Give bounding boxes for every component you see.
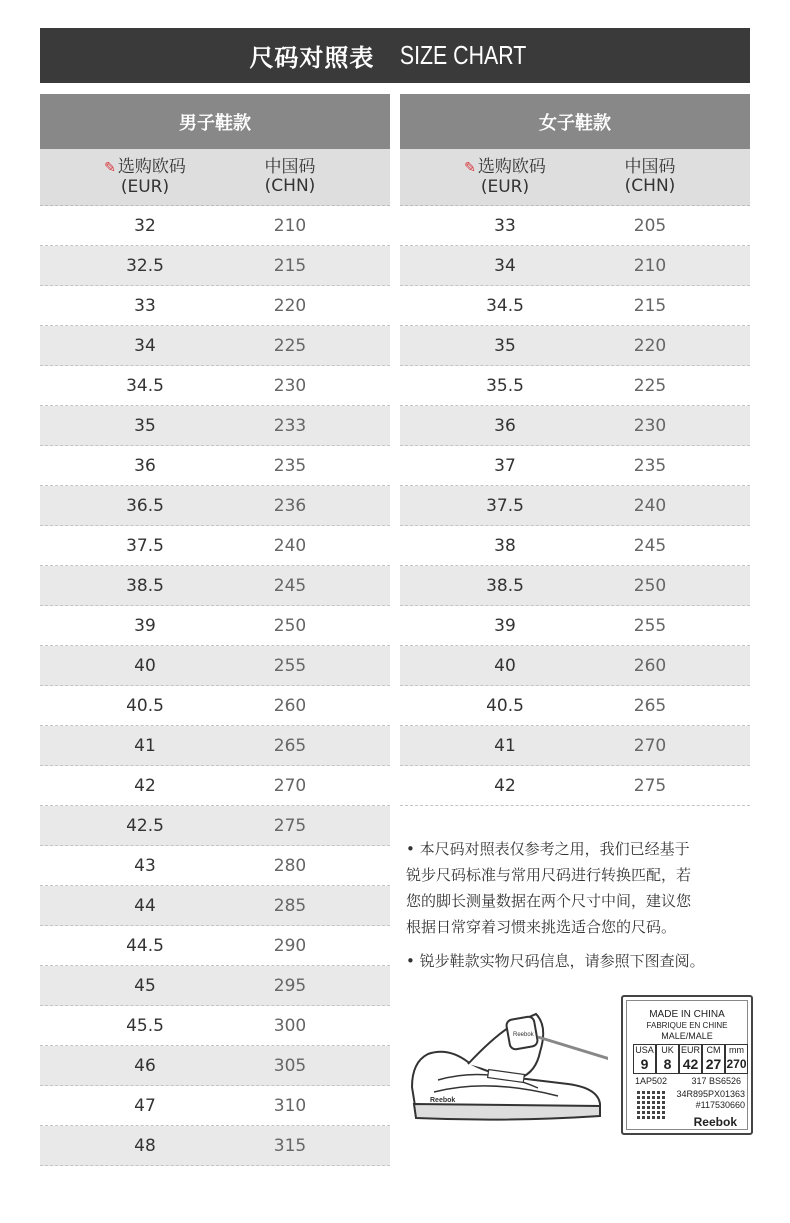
table-row xyxy=(40,886,390,926)
table-row xyxy=(40,486,390,526)
chn-size: 230 xyxy=(273,375,307,396)
chn-size: 245 xyxy=(273,575,307,596)
men-col-chn-sub: (CHN) xyxy=(264,176,316,196)
women-col-chn-label: 中国码 xyxy=(624,157,676,177)
women-col-eur xyxy=(400,149,610,205)
men-size-table xyxy=(40,94,390,1166)
chn-size: 255 xyxy=(633,615,667,636)
chn-size: 250 xyxy=(273,615,307,636)
eur-size: 36.5 xyxy=(126,495,164,516)
eur-size: 40 xyxy=(134,655,156,676)
chn-size: 280 xyxy=(273,855,307,876)
eur-size: 33 xyxy=(134,295,156,316)
page-title xyxy=(40,28,750,83)
chn-size: 285 xyxy=(273,895,307,916)
table-row xyxy=(400,206,750,246)
table-row xyxy=(40,366,390,406)
table-row xyxy=(400,326,750,366)
table-row xyxy=(40,966,390,1006)
chn-size: 270 xyxy=(633,735,667,756)
eur-size: 35.5 xyxy=(486,375,524,396)
table-row xyxy=(40,1126,390,1166)
table-row xyxy=(40,926,390,966)
chn-size: 245 xyxy=(633,535,667,556)
eur-size: 32 xyxy=(134,215,156,236)
label-size-cell: USA 9 xyxy=(633,1044,656,1074)
eur-size: 32.5 xyxy=(126,255,164,276)
chn-size: 220 xyxy=(273,295,307,316)
table-row xyxy=(40,1086,390,1126)
note-line: • 本尺码对照表仅参考之用，我们已经基于 xyxy=(406,840,690,858)
women-col-chn-sub: (CHN) xyxy=(624,176,676,196)
women-col-chn xyxy=(610,149,690,205)
table-row xyxy=(40,1046,390,1086)
chn-size: 260 xyxy=(273,695,307,716)
men-column-headers xyxy=(40,149,390,206)
label-fabrique: FABRIQUE EN CHINE xyxy=(646,1021,728,1030)
title-en: SIZE CHART xyxy=(400,40,527,70)
men-table-header: 男子鞋款 xyxy=(40,94,390,149)
eur-size: 40 xyxy=(494,655,516,676)
eur-size: 47 xyxy=(134,1095,156,1116)
chn-size: 235 xyxy=(633,455,667,476)
table-row xyxy=(40,446,390,486)
label-size-cell: EUR 42 xyxy=(680,1045,700,1072)
table-row xyxy=(400,686,750,726)
eur-size: 45.5 xyxy=(126,1015,164,1036)
table-row xyxy=(400,366,750,406)
label-made-in: MADE IN CHINA xyxy=(649,1009,725,1020)
table-row xyxy=(40,646,390,686)
size-notes xyxy=(406,836,766,974)
shoe-illustration xyxy=(408,992,608,1142)
table-row xyxy=(40,726,390,766)
chn-size: 233 xyxy=(273,415,307,436)
chn-size: 275 xyxy=(633,775,667,796)
label-code2: 317 BS6526 xyxy=(691,1076,741,1086)
eur-size: 39 xyxy=(494,615,516,636)
chn-size: 270 xyxy=(273,775,307,796)
eur-size: 37.5 xyxy=(126,535,164,556)
table-row xyxy=(400,526,750,566)
shoe-brand-text: Reebok xyxy=(430,1097,456,1104)
shoe-illustration-area xyxy=(408,992,758,1142)
pencil-icon: ✎ xyxy=(464,159,476,176)
chn-size: 225 xyxy=(633,375,667,396)
table-row xyxy=(40,686,390,726)
eur-size: 37.5 xyxy=(486,495,524,516)
eur-size: 45 xyxy=(134,975,156,996)
table-row xyxy=(400,726,750,766)
label-codes xyxy=(676,1089,745,1111)
label-size-cell: UK 8 xyxy=(656,1044,679,1074)
table-row xyxy=(400,646,750,686)
chn-size: 295 xyxy=(273,975,307,996)
chn-size: 255 xyxy=(273,655,307,676)
eur-size: 42 xyxy=(134,775,156,796)
table-row xyxy=(400,766,750,806)
table-row xyxy=(40,606,390,646)
women-table-header: 女子鞋款 xyxy=(400,94,750,149)
table-row xyxy=(40,766,390,806)
eur-size: 34.5 xyxy=(486,295,524,316)
chn-size: 225 xyxy=(273,335,307,356)
table-row xyxy=(40,526,390,566)
eur-size: 36 xyxy=(134,455,156,476)
chn-size: 300 xyxy=(273,1015,307,1036)
table-row xyxy=(40,206,390,246)
eur-size: 34.5 xyxy=(126,375,164,396)
women-size-table xyxy=(400,94,750,806)
eur-size: 44 xyxy=(134,895,156,916)
table-row xyxy=(40,566,390,606)
label-code4: #117530660 xyxy=(695,1100,745,1110)
men-col-eur xyxy=(40,149,250,205)
table-row xyxy=(400,606,750,646)
eur-size: 35 xyxy=(134,415,156,436)
table-row xyxy=(400,406,750,446)
tongue-text: Reebok xyxy=(513,1032,534,1038)
eur-size: 48 xyxy=(134,1135,156,1156)
chn-size: 290 xyxy=(273,935,307,956)
table-row xyxy=(400,486,750,526)
table-row xyxy=(400,246,750,286)
table-row xyxy=(40,326,390,366)
chn-size: 210 xyxy=(273,215,307,236)
size-label-tag xyxy=(621,995,753,1135)
eur-size: 46 xyxy=(134,1055,156,1076)
women-rows xyxy=(400,206,750,806)
table-row xyxy=(400,446,750,486)
eur-size: 42 xyxy=(494,775,516,796)
eur-size: 37 xyxy=(494,455,516,476)
men-col-chn xyxy=(250,149,330,205)
chn-size: 215 xyxy=(633,295,667,316)
chn-size: 275 xyxy=(273,815,307,836)
chn-size: 265 xyxy=(633,695,667,716)
table-row xyxy=(40,846,390,886)
men-col-eur-sub: (EUR) xyxy=(120,176,170,197)
label-size-cell: CM 27 xyxy=(702,1044,725,1074)
label-size-grid xyxy=(633,1044,748,1074)
eur-size: 40.5 xyxy=(126,695,164,716)
chn-size: 215 xyxy=(273,255,307,276)
label-code3: 34R895PX01363 xyxy=(676,1089,745,1099)
chn-size: 210 xyxy=(633,255,667,276)
eur-size: 38.5 xyxy=(126,575,164,596)
men-col-eur-label: 选购欧码 xyxy=(117,156,186,177)
table-row xyxy=(40,246,390,286)
chn-size: 315 xyxy=(273,1135,307,1156)
table-row xyxy=(40,806,390,846)
note-line: • 锐步鞋款实物尺码信息，请参照下图查阅。 xyxy=(406,952,705,970)
eur-size: 36 xyxy=(494,415,516,436)
eur-size: 42.5 xyxy=(126,815,164,836)
chn-size: 220 xyxy=(633,335,667,356)
eur-size: 41 xyxy=(494,735,516,756)
table-row xyxy=(40,406,390,446)
eur-size: 44.5 xyxy=(126,935,164,956)
eur-size: 33 xyxy=(494,215,516,236)
chn-size: 240 xyxy=(633,495,667,516)
eur-size: 39 xyxy=(134,615,156,636)
eur-size: 34 xyxy=(134,335,156,356)
table-row xyxy=(40,1006,390,1046)
eur-size: 38 xyxy=(494,535,516,556)
chn-size: 230 xyxy=(633,415,667,436)
eur-size: 40.5 xyxy=(486,695,524,716)
eur-size: 34 xyxy=(494,255,516,276)
eur-size: 35 xyxy=(494,335,516,356)
chn-size: 260 xyxy=(633,655,667,676)
table-row xyxy=(400,286,750,326)
pencil-icon: ✎ xyxy=(104,159,116,176)
men-col-chn-label: 中国码 xyxy=(264,157,316,177)
women-column-headers xyxy=(400,149,750,206)
label-size-cell: mm 270 xyxy=(725,1044,748,1074)
chn-size: 205 xyxy=(633,215,667,236)
eur-size: 43 xyxy=(134,855,156,876)
chn-size: 240 xyxy=(273,535,307,556)
men-rows xyxy=(40,206,390,1166)
chn-size: 265 xyxy=(273,735,307,756)
label-brand: Reebok xyxy=(693,1115,737,1129)
label-gender: MALE/MALE xyxy=(661,1031,713,1041)
eur-size: 41 xyxy=(134,735,156,756)
label-code1: 1AP502 xyxy=(635,1076,668,1086)
note-line: 锐步尺码标准与常用尺码进行转换匹配，若 xyxy=(406,866,692,884)
chn-size: 235 xyxy=(273,455,307,476)
women-col-eur-sub: (EUR) xyxy=(480,176,530,197)
chn-size: 310 xyxy=(273,1095,307,1116)
women-col-eur-label: 选购欧码 xyxy=(477,156,546,177)
note-line: 您的脚长测量数据在两个尺寸中间，建议您 xyxy=(406,892,692,910)
note-line: 根据日常穿着习惯来挑选适合您的尺码。 xyxy=(406,918,677,936)
chn-size: 305 xyxy=(273,1055,307,1076)
table-row xyxy=(400,566,750,606)
eur-size: 38.5 xyxy=(486,575,524,596)
chn-size: 236 xyxy=(273,495,307,516)
title-cn: 尺码对照表 xyxy=(249,44,375,72)
table-row xyxy=(40,286,390,326)
chn-size: 250 xyxy=(633,575,667,596)
